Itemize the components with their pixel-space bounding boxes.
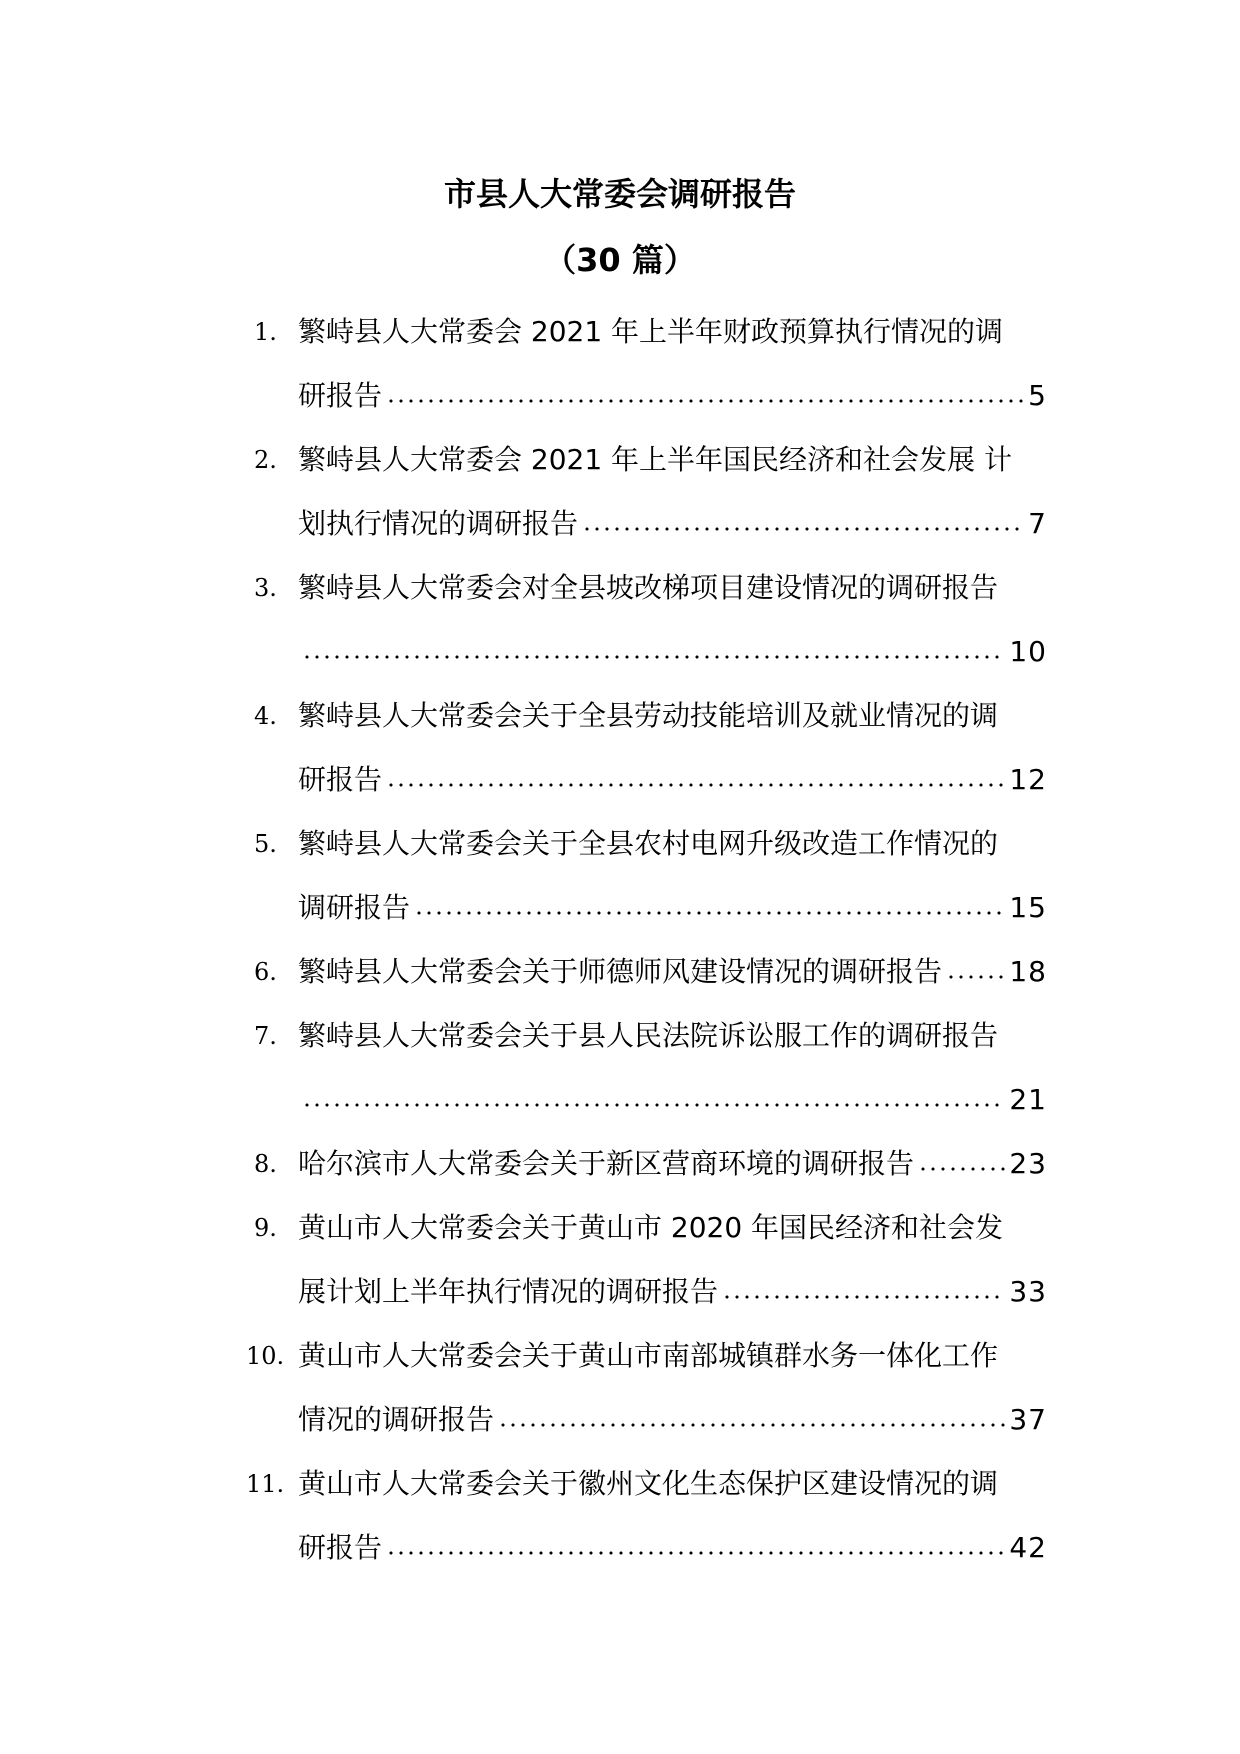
- toc-entry-page: 21: [1009, 1083, 1047, 1116]
- dot-leader: [582, 527, 1024, 531]
- toc-entry[interactable]: [0, 684, 1240, 812]
- toc-entry-number: 2.: [254, 446, 277, 474]
- toc-entry[interactable]: [0, 1324, 1240, 1452]
- toc-entry-page: 10: [1009, 635, 1047, 668]
- toc-entry[interactable]: [0, 300, 1240, 428]
- toc-entry-number: 1.: [254, 318, 277, 346]
- toc-entry-number: 6.: [254, 958, 277, 986]
- dot-leader: [918, 1167, 1005, 1171]
- toc-entry-page: 23: [1009, 1147, 1047, 1180]
- toc-entry-title: 黄山市人大常委会关于黄山市 2020 年国民经济和社会发: [298, 1211, 1004, 1244]
- toc-entry-page: 5: [1028, 379, 1047, 412]
- table-of-contents: [0, 300, 1240, 1580]
- toc-entry-number: 11.: [246, 1470, 285, 1498]
- toc-entry-title: 繁峙县人大常委会关于县人民法院诉讼服工作的调研报告: [298, 1019, 999, 1052]
- toc-entry-title: 黄山市人大常委会关于徽州文化生态保护区建设情况的调: [298, 1467, 999, 1500]
- document-subtitle: （30 篇）: [544, 241, 696, 279]
- dot-leader: [722, 1295, 1005, 1299]
- toc-entry[interactable]: [0, 1004, 1240, 1132]
- toc-entry-title: 繁峙县人大常委会对全县坡改梯项目建设情况的调研报告: [298, 571, 999, 604]
- toc-entry[interactable]: [0, 940, 1240, 1004]
- document-title: 市县人大常委会调研报告: [443, 175, 796, 213]
- toc-entry-title-continued: 研报告: [298, 379, 383, 412]
- toc-entry-page: 15: [1009, 891, 1047, 924]
- dot-leader: [386, 1551, 1005, 1555]
- dot-leader: [302, 1103, 1005, 1107]
- toc-entry-number: 5.: [254, 830, 277, 858]
- toc-entry-number: 8.: [254, 1150, 277, 1178]
- toc-entry[interactable]: [0, 1452, 1240, 1580]
- dot-leader: [386, 399, 1024, 403]
- dot-leader: [946, 975, 1005, 979]
- toc-entry[interactable]: [0, 428, 1240, 556]
- toc-entry-title: 哈尔滨市人大常委会关于新区营商环境的调研报告: [298, 1147, 915, 1180]
- toc-entry-title: 繁峙县人大常委会 2021 年上半年财政预算执行情况的调: [298, 315, 1004, 348]
- toc-entry-title-continued: 研报告: [298, 1531, 383, 1564]
- toc-entry-page: 18: [1009, 955, 1047, 988]
- toc-entry-page: 37: [1009, 1403, 1047, 1436]
- toc-entry-title: 繁峙县人大常委会关于全县农村电网升级改造工作情况的: [298, 827, 999, 860]
- toc-entry-page: 33: [1009, 1275, 1047, 1308]
- toc-entry-page: 7: [1028, 507, 1047, 540]
- toc-entry-title-continued: 划执行情况的调研报告: [298, 507, 579, 540]
- dot-leader: [386, 783, 1005, 787]
- toc-entry-page: 42: [1009, 1531, 1047, 1564]
- dot-leader: [414, 911, 1005, 915]
- toc-entry-title: 繁峙县人大常委会 2021 年上半年国民经济和社会发展 计: [298, 443, 1012, 476]
- toc-entry-number: 10.: [246, 1342, 285, 1370]
- toc-entry[interactable]: [0, 1196, 1240, 1324]
- toc-entry[interactable]: [0, 812, 1240, 940]
- toc-entry-title-continued: 调研报告: [298, 891, 411, 924]
- toc-entry[interactable]: [0, 556, 1240, 684]
- toc-entry-number: 3.: [254, 574, 277, 602]
- toc-entry-title-continued: 情况的调研报告: [298, 1403, 495, 1436]
- toc-entry[interactable]: [0, 1132, 1240, 1196]
- toc-entry-page: 12: [1009, 763, 1047, 796]
- toc-entry-title: 繁峙县人大常委会关于全县劳动技能培训及就业情况的调: [298, 699, 999, 732]
- toc-entry-number: 4.: [254, 702, 277, 730]
- toc-entry-title: 黄山市人大常委会关于黄山市南部城镇群水务一体化工作: [298, 1339, 999, 1372]
- dot-leader: [498, 1423, 1005, 1427]
- toc-entry-title-continued: 研报告: [298, 763, 383, 796]
- toc-entry-number: 9.: [254, 1214, 277, 1242]
- dot-leader: [302, 655, 1005, 659]
- toc-entry-number: 7.: [254, 1022, 277, 1050]
- toc-entry-title: 繁峙县人大常委会关于师德师风建设情况的调研报告: [298, 955, 943, 988]
- toc-entry-title-continued: 展计划上半年执行情况的调研报告: [298, 1275, 719, 1308]
